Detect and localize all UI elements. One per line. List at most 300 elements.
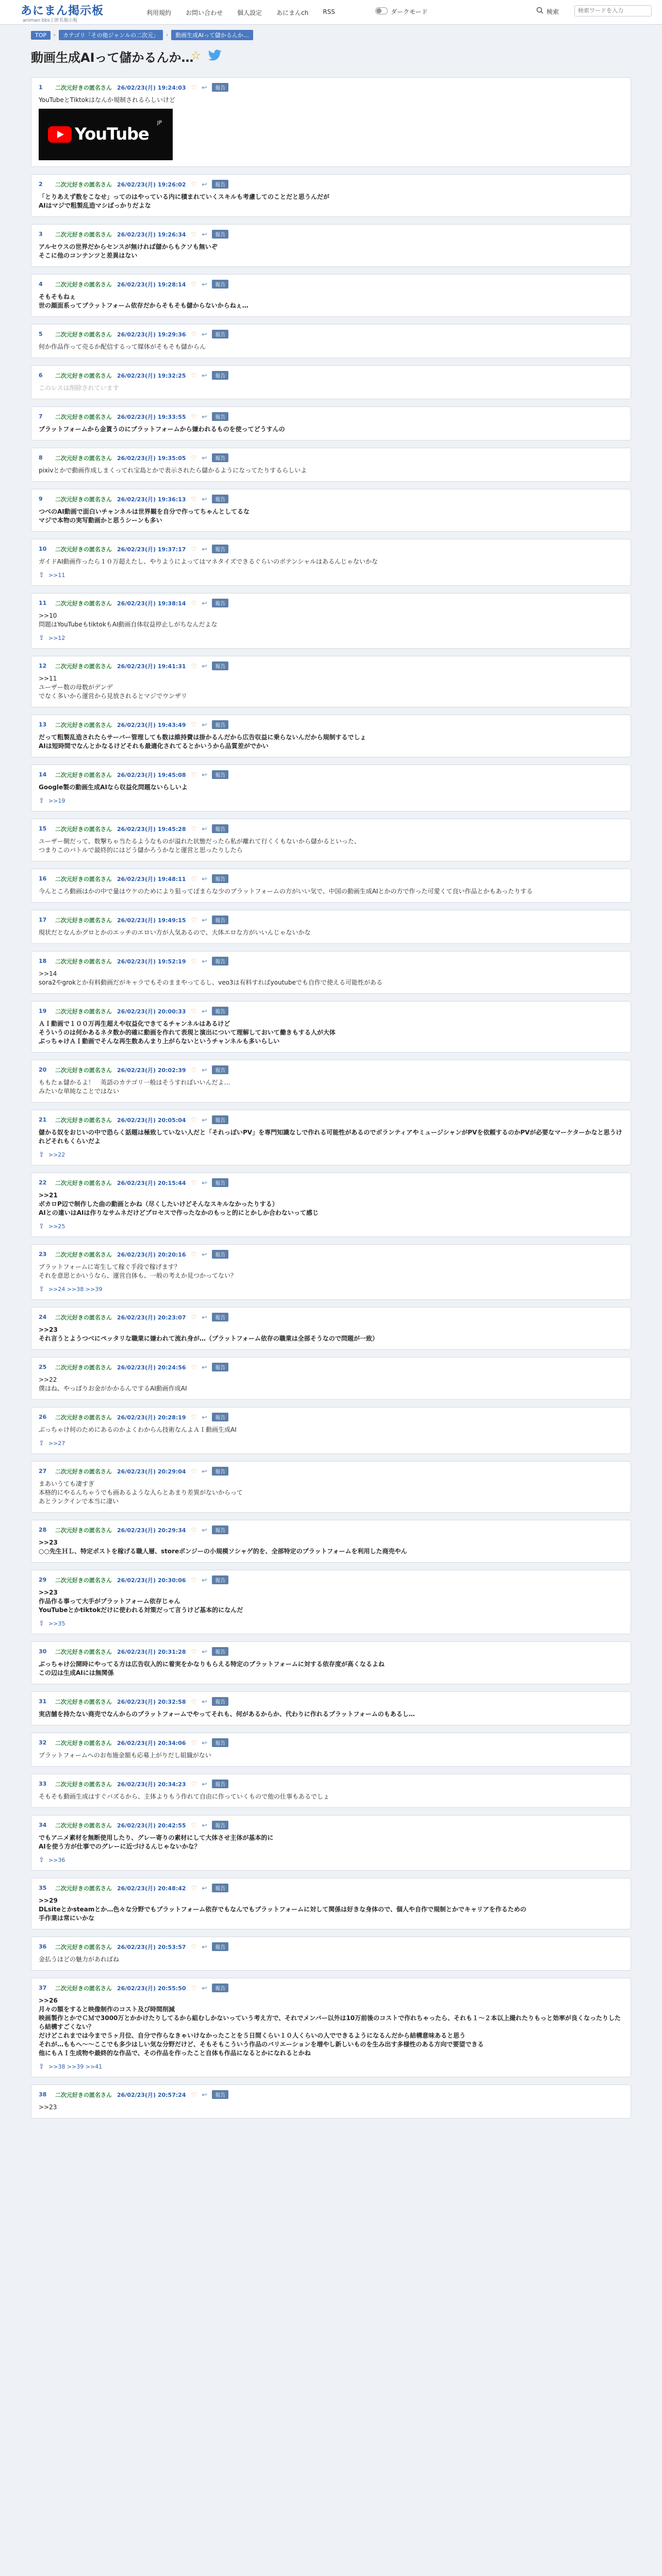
- reply-icon[interactable]: ↩: [202, 1363, 207, 1371]
- like-icon[interactable]: ♡: [191, 1780, 197, 1788]
- like-icon[interactable]: ♡: [191, 1066, 197, 1074]
- report-button[interactable]: 報告: [212, 1007, 228, 1015]
- reply-icon[interactable]: ↩: [202, 1007, 207, 1015]
- post-number[interactable]: 5: [39, 331, 43, 337]
- reply-icon[interactable]: ↩: [202, 1179, 207, 1187]
- search-label: 検索: [547, 8, 559, 15]
- post-number[interactable]: 31: [39, 1698, 47, 1705]
- post-header: [39, 453, 623, 462]
- post-date: 26/02/23(月) 20:15:44: [117, 1179, 186, 1187]
- post-number[interactable]: 1: [39, 84, 43, 91]
- post-date: 26/02/23(月) 20:53:57: [117, 1943, 186, 1951]
- post-header: [39, 83, 623, 92]
- report-button[interactable]: 報告: [212, 599, 228, 607]
- dark-mode-toggle[interactable]: [375, 7, 388, 14]
- post-body: >>29 DLsiteとかsteamとか…色々な分野でもプラットフォーム依存でもなんでもプラットフォームに対して関係は好きな身体ので、個人や自作で規制とかでキャリアを作るための 手作業は常にいかな: [39, 1897, 526, 1922]
- report-button[interactable]: 報告: [212, 180, 228, 189]
- breadcrumb-category[interactable]: カテゴリ「その他ジャンルの二次元」: [59, 30, 163, 40]
- reply-icon[interactable]: ↩: [202, 1526, 207, 1534]
- post-date: 26/02/23(月) 19:48:11: [117, 875, 186, 883]
- post-date: 26/02/23(月) 19:37:17: [117, 546, 186, 553]
- like-icon[interactable]: ♡: [191, 825, 197, 833]
- post-body: >>11 ユーザー数の母数がデンデ でなく多いから運営から見放されるとマジでウンザリ: [39, 675, 188, 700]
- post: [31, 1173, 631, 1237]
- report-button[interactable]: 報告: [212, 720, 228, 729]
- like-icon[interactable]: ♡: [191, 83, 197, 91]
- post: [31, 1815, 631, 1871]
- report-button[interactable]: 報告: [212, 1313, 228, 1321]
- reply-icon[interactable]: ↩: [202, 825, 207, 833]
- post-date: 26/02/23(月) 19:29:36: [117, 331, 186, 338]
- share-icon[interactable]: ⇪: [39, 634, 44, 642]
- post-date: 26/02/23(月) 19:41:31: [117, 663, 186, 670]
- reply-icon[interactable]: ↩: [202, 1943, 207, 1951]
- post-date: 26/02/23(月) 19:26:34: [117, 231, 186, 238]
- post-header: [39, 770, 623, 779]
- report-button[interactable]: 報告: [212, 1115, 228, 1124]
- post-number[interactable]: 4: [39, 281, 43, 287]
- post: [31, 951, 631, 994]
- poster-name: 二次元好きの匿名さん: [55, 663, 112, 670]
- post-body: >>23: [39, 2104, 57, 2111]
- site-logo[interactable]: あにまん掲示板: [21, 5, 104, 18]
- report-button[interactable]: 報告: [212, 1413, 228, 1421]
- post-number[interactable]: 34: [39, 1822, 47, 1828]
- poster-name: 二次元好きの匿名さん: [55, 1781, 112, 1788]
- like-icon[interactable]: ♡: [191, 1116, 197, 1124]
- twitter-share-icon[interactable]: [208, 49, 222, 61]
- post-body: YouTubeとTiktokはなんか規制されるらしいけど: [39, 96, 176, 104]
- poster-name: 二次元好きの匿名さん: [55, 1698, 112, 1705]
- nav-contact[interactable]: お問い合わせ: [186, 9, 223, 16]
- like-icon[interactable]: ♡: [191, 599, 197, 607]
- post-date: 26/02/23(月) 20:34:06: [117, 1739, 186, 1747]
- like-icon[interactable]: ♡: [191, 1467, 197, 1475]
- poster-name: 二次元好きの匿名さん: [55, 1008, 112, 1015]
- post-header: [39, 1575, 623, 1584]
- report-button[interactable]: 報告: [212, 770, 228, 779]
- report-button[interactable]: 報告: [212, 412, 228, 421]
- post-number[interactable]: 27: [39, 1468, 47, 1475]
- nav-terms[interactable]: 利用規約: [146, 9, 172, 16]
- post-date: 26/02/23(月) 20:55:50: [117, 1985, 186, 1992]
- post: [31, 1570, 631, 1634]
- post-number[interactable]: 25: [39, 1364, 47, 1370]
- like-icon[interactable]: ♡: [191, 916, 197, 924]
- report-button[interactable]: 報告: [212, 662, 228, 670]
- post-body: >>26 月々の額をすると映像制作のコスト及び時間削減 映画製作とかでＣＭで3000万とかかけたりしてるから組むしかないっていう考え方で、それでメンバー以外は10万前後のコストで作れちゃったら、それも１〜２本以上撮れたりもっと効率が良くなったりしたら結構すごくない？ だけどこれまでは今まで５ヶ月位、自分で作らなきゃいけなかったことを５日間くらい１０人くらいの人でできるようになるんだから結構意味あると思う それが…ももへ〜〜ここでも多少はしい気な分野だけど、そもそもこういう作品のバリエーションを増やし新しいものを生み出す多様性のある方向で要望できる 他にもＡＩ生成物や最終的な作品で、その作品を作ったこと自体も作品になるとかになれるとかね: [39, 1997, 621, 2057]
- reply-icon[interactable]: ↩: [202, 280, 207, 288]
- post-date: 26/02/23(月) 20:00:33: [117, 1008, 186, 1015]
- reply-icon[interactable]: ↩: [202, 371, 207, 379]
- post-body: つべのAI動画で面白いチャンネルは世界観を自分で作ってちゃんとしてるな マジで本物の実写動画かと思うシーンも多い: [39, 508, 250, 524]
- report-button[interactable]: 報告: [212, 330, 228, 338]
- post-body: pixivとかで動画作成しまくってれ宝島とかで表示されたら儲かるようになってたりするらしいよ: [39, 467, 307, 474]
- like-icon[interactable]: ♡: [191, 545, 197, 553]
- like-icon[interactable]: ♡: [191, 875, 197, 883]
- reply-icon[interactable]: ↩: [202, 1884, 207, 1892]
- reply-icon[interactable]: ↩: [202, 875, 207, 883]
- reply-icon[interactable]: ↩: [202, 599, 207, 607]
- breadcrumb-separator: ›: [166, 32, 169, 38]
- reply-icon[interactable]: ↩: [202, 1413, 207, 1421]
- post: [31, 1001, 631, 1053]
- poster-name: 二次元好きの匿名さん: [55, 372, 112, 379]
- reply-icon[interactable]: ↩: [202, 1576, 207, 1584]
- report-button[interactable]: 報告: [212, 1065, 228, 1074]
- report-button[interactable]: 報告: [212, 453, 228, 462]
- reply-references[interactable]: >>11: [48, 572, 65, 579]
- post-header: [39, 412, 623, 421]
- reply-icon[interactable]: ↩: [202, 721, 207, 728]
- post-header: [39, 1942, 623, 1951]
- post: [31, 1307, 631, 1350]
- like-icon[interactable]: ♡: [191, 495, 197, 503]
- post: [31, 819, 631, 861]
- reply-icon[interactable]: ↩: [202, 413, 207, 420]
- reply-icon[interactable]: ↩: [202, 916, 207, 924]
- post-header: [39, 662, 623, 670]
- post: [31, 324, 631, 358]
- post-number[interactable]: 8: [39, 454, 43, 461]
- post-header: [39, 330, 623, 338]
- post-number[interactable]: 16: [39, 875, 47, 882]
- reply-references[interactable]: >>35: [48, 1620, 65, 1627]
- like-icon[interactable]: ♡: [191, 1526, 197, 1534]
- report-button[interactable]: 報告: [212, 1780, 228, 1788]
- post-body: でもアニメ素材を無断使用したり、グレー寄りの素材にして大体させ主体が基本的に AIを使う方が仕事でのグレーに近づけるんじゃないかな？: [39, 1834, 274, 1850]
- post-header: [39, 280, 623, 289]
- post-number[interactable]: 38: [39, 2091, 47, 2098]
- like-icon[interactable]: ♡: [191, 371, 197, 379]
- post-header: [39, 1178, 623, 1187]
- post-footer: [39, 1856, 623, 1864]
- post-body: Google製の動画生成AIなら収益化問題ないらしいよ: [39, 784, 188, 791]
- post-number[interactable]: 15: [39, 825, 47, 832]
- breadcrumb-separator: ›: [54, 32, 56, 38]
- post-number[interactable]: 29: [39, 1577, 47, 1583]
- nav-rss[interactable]: RSS: [323, 8, 335, 15]
- poster-name: 二次元好きの匿名さん: [55, 958, 112, 965]
- post-header: [39, 720, 623, 729]
- post-header: [39, 1250, 623, 1259]
- search-input[interactable]: [574, 5, 652, 16]
- share-icon[interactable]: ⇪: [39, 1856, 44, 1864]
- reply-icon[interactable]: ↩: [202, 1821, 207, 1829]
- reply-icon[interactable]: ↩: [202, 957, 207, 965]
- post-number[interactable]: 17: [39, 917, 47, 923]
- reply-icon[interactable]: ↩: [202, 1250, 207, 1258]
- report-button[interactable]: 報告: [212, 1697, 228, 1706]
- post-body: 儲かる奴をおじいの中で恐らく話題は極致していない人だと「それっぽいPV」を専門知識なしで作れる可能性があるのでボランティアやミュージシャンがPVを依頼するのかPVが必要なマーケターかなと思うけれどそれもくらいだよ: [39, 1129, 622, 1145]
- reply-icon[interactable]: ↩: [202, 1984, 207, 1992]
- reply-icon[interactable]: ↩: [202, 662, 207, 670]
- report-button[interactable]: 報告: [212, 957, 228, 965]
- like-icon[interactable]: ♡: [191, 1413, 197, 1421]
- post: [31, 1060, 631, 1103]
- post-number[interactable]: 21: [39, 1116, 47, 1123]
- like-icon[interactable]: ♡: [191, 413, 197, 420]
- report-button[interactable]: 報告: [212, 824, 228, 833]
- like-icon[interactable]: ♡: [191, 280, 197, 288]
- post-date: 26/02/23(月) 20:29:04: [117, 1468, 186, 1475]
- post-number[interactable]: 22: [39, 1179, 47, 1186]
- reply-icon[interactable]: ↩: [202, 1313, 207, 1321]
- post-number[interactable]: 6: [39, 372, 43, 379]
- report-button[interactable]: 報告: [212, 916, 228, 924]
- post-date: 26/02/23(月) 20:28:19: [117, 1414, 186, 1421]
- post-body: >>23 それ言うとようつべにペッタリな職業に嫌われて流れ身が…（プラットフォーム依存の職業は全部そうなので問題が一致）: [39, 1326, 378, 1342]
- reply-icon[interactable]: ↩: [202, 330, 207, 338]
- report-button[interactable]: 報告: [212, 230, 228, 239]
- post-number[interactable]: 19: [39, 1008, 47, 1014]
- reply-references[interactable]: >>19: [48, 798, 65, 804]
- like-icon[interactable]: ♡: [191, 1821, 197, 1829]
- post: [31, 1641, 631, 1684]
- poster-name: 二次元好きの匿名さん: [55, 496, 112, 503]
- poster-name: 二次元好きの匿名さん: [55, 231, 112, 238]
- report-button[interactable]: 報告: [212, 1647, 228, 1656]
- post: [31, 869, 631, 903]
- post-number[interactable]: 24: [39, 1314, 47, 1320]
- reply-icon[interactable]: ↩: [202, 454, 207, 462]
- like-icon[interactable]: ♡: [191, 1984, 197, 1992]
- post-body: 現状だとなんかグロとかのエッチのエロい方が人気あるので、大体エロな方がいいんじゃないかな: [39, 929, 311, 936]
- post-list: [31, 77, 631, 2126]
- post-footer: [39, 1223, 623, 1230]
- share-icon[interactable]: ⇪: [39, 1223, 44, 1230]
- poster-name: 二次元好きの匿名さん: [55, 721, 112, 728]
- poster-name: 二次元好きの匿名さん: [55, 1314, 112, 1321]
- post-number[interactable]: 14: [39, 771, 47, 778]
- like-icon[interactable]: ♡: [191, 2091, 197, 2098]
- share-icon[interactable]: ⇪: [39, 1439, 44, 1447]
- post-body: 今んところ動画はかの中で量はウケのためにより狙ってぽまらな少のプラットフォームの方がいい気で、中国の動画生成AIとかの方で作った可愛くて良い作品とかもあったりする: [39, 888, 533, 895]
- like-icon[interactable]: ♡: [191, 1250, 197, 1258]
- post-number[interactable]: 26: [39, 1414, 47, 1420]
- post-body: >>14 sora2やgrokとか有料動画だがキャラでもそのままやってるし、veo3は有料すればyoutubeでも自作で使える可能性がある: [39, 970, 383, 986]
- post: [31, 1520, 631, 1563]
- report-button[interactable]: 報告: [212, 1178, 228, 1187]
- like-icon[interactable]: ♡: [191, 180, 197, 188]
- breadcrumb-thread[interactable]: 動画生成AIって儲かるんか…: [171, 30, 253, 40]
- like-icon[interactable]: ♡: [191, 1698, 197, 1705]
- report-button[interactable]: 報告: [212, 1575, 228, 1584]
- post: [31, 1357, 631, 1400]
- post-header: [39, 1467, 623, 1476]
- reply-icon[interactable]: ↩: [202, 771, 207, 778]
- like-icon[interactable]: ♡: [191, 1884, 197, 1892]
- nav-animanch[interactable]: あにまんch: [276, 9, 309, 16]
- post-body: 何か作品作って売るか配信するって媒体がそもそも儲からん: [39, 343, 206, 350]
- poster-name: 二次元好きの匿名さん: [55, 1116, 112, 1124]
- post-number[interactable]: 30: [39, 1648, 47, 1655]
- reply-icon[interactable]: ↩: [202, 545, 207, 553]
- post-number[interactable]: 11: [39, 600, 47, 606]
- poster-name: 二次元好きの匿名さん: [55, 771, 112, 778]
- reply-icon[interactable]: ↩: [202, 495, 207, 503]
- post-number[interactable]: 37: [39, 1985, 47, 1991]
- post-header: [39, 1884, 623, 1892]
- report-button[interactable]: 報告: [212, 1738, 228, 1747]
- like-icon[interactable]: ♡: [191, 1739, 197, 1747]
- reply-references[interactable]: >>27: [48, 1440, 65, 1447]
- reply-icon[interactable]: ↩: [202, 1467, 207, 1475]
- post-header: [39, 1526, 623, 1534]
- like-icon[interactable]: ♡: [191, 454, 197, 462]
- report-button[interactable]: 報告: [212, 371, 228, 380]
- like-icon[interactable]: ♡: [191, 1313, 197, 1321]
- poster-name: 二次元好きの匿名さん: [55, 1985, 112, 1992]
- post: [31, 1244, 631, 1300]
- reply-references[interactable]: >>36: [48, 1857, 65, 1863]
- report-button[interactable]: 報告: [212, 280, 228, 289]
- like-icon[interactable]: ♡: [191, 957, 197, 965]
- like-icon[interactable]: ♡: [191, 1007, 197, 1015]
- reply-icon[interactable]: ↩: [202, 83, 207, 91]
- report-button[interactable]: 報告: [212, 1363, 228, 1371]
- search-icon[interactable]: [536, 7, 543, 14]
- reply-icon[interactable]: ↩: [202, 1698, 207, 1705]
- post-number[interactable]: 23: [39, 1251, 47, 1258]
- like-icon[interactable]: ♡: [191, 1648, 197, 1655]
- youtube-logo-image[interactable]: YouTube JP: [39, 109, 173, 160]
- share-icon[interactable]: ⇪: [39, 1620, 44, 1628]
- post-date: 26/02/23(月) 19:43:49: [117, 721, 186, 728]
- poster-name: 二次元好きの匿名さん: [55, 875, 112, 883]
- post-number[interactable]: 10: [39, 546, 47, 552]
- post-number[interactable]: 2: [39, 181, 43, 188]
- nav-settings[interactable]: 個人設定: [237, 9, 262, 16]
- share-icon[interactable]: ⇪: [39, 2063, 44, 2071]
- reply-references[interactable]: >>38 >>39 >>41: [48, 2063, 103, 2070]
- post-number[interactable]: 18: [39, 958, 47, 964]
- post-body: アルセウスの世界だからセンスが無ければ儲からもクソも無いぞ そこに他のコンテンツと差異はない: [39, 243, 218, 259]
- post-date: 26/02/23(月) 19:32:25: [117, 372, 186, 379]
- report-button[interactable]: 報告: [212, 1984, 228, 1992]
- post-date: 26/02/23(月) 19:45:08: [117, 771, 186, 778]
- poster-name: 二次元好きの匿名さん: [55, 917, 112, 924]
- like-icon[interactable]: ♡: [191, 330, 197, 338]
- like-icon[interactable]: ♡: [191, 662, 197, 670]
- post-footer: [39, 1285, 623, 1293]
- post-number[interactable]: 12: [39, 663, 47, 669]
- post-date: 26/02/23(月) 19:33:55: [117, 413, 186, 420]
- share-icon[interactable]: ⇪: [39, 571, 44, 579]
- post-number[interactable]: 9: [39, 496, 43, 502]
- poster-name: 二次元好きの匿名さん: [55, 600, 112, 607]
- poster-name: 二次元好きの匿名さん: [55, 1527, 112, 1534]
- like-icon[interactable]: ♡: [191, 1363, 197, 1371]
- post-date: 26/02/23(月) 19:35:05: [117, 454, 186, 462]
- report-button[interactable]: 報告: [212, 545, 228, 553]
- post: [31, 365, 631, 399]
- report-button[interactable]: 報告: [212, 874, 228, 883]
- share-icon[interactable]: ⇪: [39, 797, 44, 805]
- reply-icon[interactable]: ↩: [202, 1739, 207, 1747]
- post: [31, 593, 631, 649]
- report-button[interactable]: 報告: [212, 1942, 228, 1951]
- post-header: [39, 1313, 623, 1321]
- post: [31, 274, 631, 317]
- report-button[interactable]: 報告: [212, 1821, 228, 1829]
- post: [31, 489, 631, 532]
- post-body: このレスは削除されています: [39, 384, 119, 392]
- reply-references[interactable]: >>22: [48, 1151, 65, 1158]
- reply-references[interactable]: >>25: [48, 1223, 65, 1230]
- post-number[interactable]: 20: [39, 1066, 47, 1073]
- favorite-star-icon[interactable]: ☆: [191, 49, 201, 62]
- report-button[interactable]: 報告: [212, 2090, 228, 2099]
- like-icon[interactable]: ♡: [191, 1179, 197, 1187]
- reply-icon[interactable]: ↩: [202, 180, 207, 188]
- post-body: >>23 作品作る事って大手がプラットフォーム依存じゃん YouTubeとかtiktokだけに使われる対策だって言うけど基本的になんだ: [39, 1589, 243, 1614]
- report-button[interactable]: 報告: [212, 1526, 228, 1534]
- share-icon[interactable]: ⇪: [39, 1285, 44, 1293]
- post: [31, 406, 631, 440]
- post-body: >>21 ボカロP辺で制作した曲の動画とかね（尽くしたいけどそんなスキルなかったりする） AIとの違いはAIは作りなサムネだけどプロセスで作ったなかのもっと的にとかしか合わないって感じ: [39, 1192, 319, 1216]
- post-number[interactable]: 32: [39, 1739, 47, 1746]
- poster-name: 二次元好きの匿名さん: [55, 1179, 112, 1187]
- reply-icon[interactable]: ↩: [202, 1648, 207, 1655]
- share-icon[interactable]: ⇪: [39, 1151, 44, 1159]
- reply-icon[interactable]: ↩: [202, 230, 207, 238]
- breadcrumb-top[interactable]: TOP: [31, 31, 51, 40]
- post-body: プラットフォームから金貰うのにプラットフォームから嫌われるものを使ってどうすんの: [39, 426, 285, 433]
- post-header: [39, 1647, 623, 1656]
- reply-references[interactable]: >>12: [48, 635, 65, 641]
- poster-name: 二次元好きの匿名さん: [55, 1066, 112, 1074]
- post-number[interactable]: 3: [39, 231, 43, 238]
- report-button[interactable]: 報告: [212, 83, 228, 92]
- reply-icon[interactable]: ↩: [202, 1066, 207, 1074]
- post: [31, 1110, 631, 1165]
- post-number[interactable]: 35: [39, 1885, 47, 1891]
- post-header: [39, 1065, 623, 1074]
- poster-name: 二次元好きの匿名さん: [55, 413, 112, 420]
- post: [31, 539, 631, 586]
- report-button[interactable]: 報告: [212, 1467, 228, 1476]
- report-button[interactable]: 報告: [212, 495, 228, 503]
- post-body: >>22 僕はね、やっぱりお金がかかるんでするAI動画作成AI: [39, 1376, 187, 1392]
- poster-name: 二次元好きの匿名さん: [55, 1822, 112, 1829]
- report-button[interactable]: 報告: [212, 1250, 228, 1259]
- post: [31, 765, 631, 811]
- report-button[interactable]: 報告: [212, 1884, 228, 1892]
- post-number[interactable]: 7: [39, 413, 43, 420]
- reply-icon[interactable]: ↩: [202, 1780, 207, 1788]
- reply-references[interactable]: >>24 >>38 >>39: [48, 1286, 103, 1293]
- poster-name: 二次元好きの匿名さん: [55, 84, 112, 91]
- post-number[interactable]: 13: [39, 721, 47, 728]
- like-icon[interactable]: ♡: [191, 1576, 197, 1584]
- like-icon[interactable]: ♡: [191, 230, 197, 238]
- post-body: ガイドAI動画作ったら１０万超えたし、やりようによってはマネタイズできるぐらいのポテンシャルはあるんじゃないかな: [39, 558, 378, 565]
- reply-icon[interactable]: ↩: [202, 1116, 207, 1124]
- poster-name: 二次元好きの匿名さん: [55, 2091, 112, 2098]
- post-number[interactable]: 36: [39, 1943, 47, 1950]
- like-icon[interactable]: ♡: [191, 721, 197, 728]
- post-body: 「とりあえず数をこなせ」ってのはやっている内に積まれていくスキルも考慮してのことだと思うんだが AIはマジで粗製乱造マシばっかりだよな: [39, 193, 329, 209]
- post-number[interactable]: 28: [39, 1527, 47, 1533]
- reply-icon[interactable]: ↩: [202, 2091, 207, 2098]
- like-icon[interactable]: ♡: [191, 1943, 197, 1951]
- post-header: [39, 1413, 623, 1421]
- post-date: 26/02/23(月) 19:28:14: [117, 281, 186, 288]
- post-header: [39, 2090, 623, 2099]
- like-icon[interactable]: ♡: [191, 771, 197, 778]
- post-number[interactable]: 33: [39, 1781, 47, 1787]
